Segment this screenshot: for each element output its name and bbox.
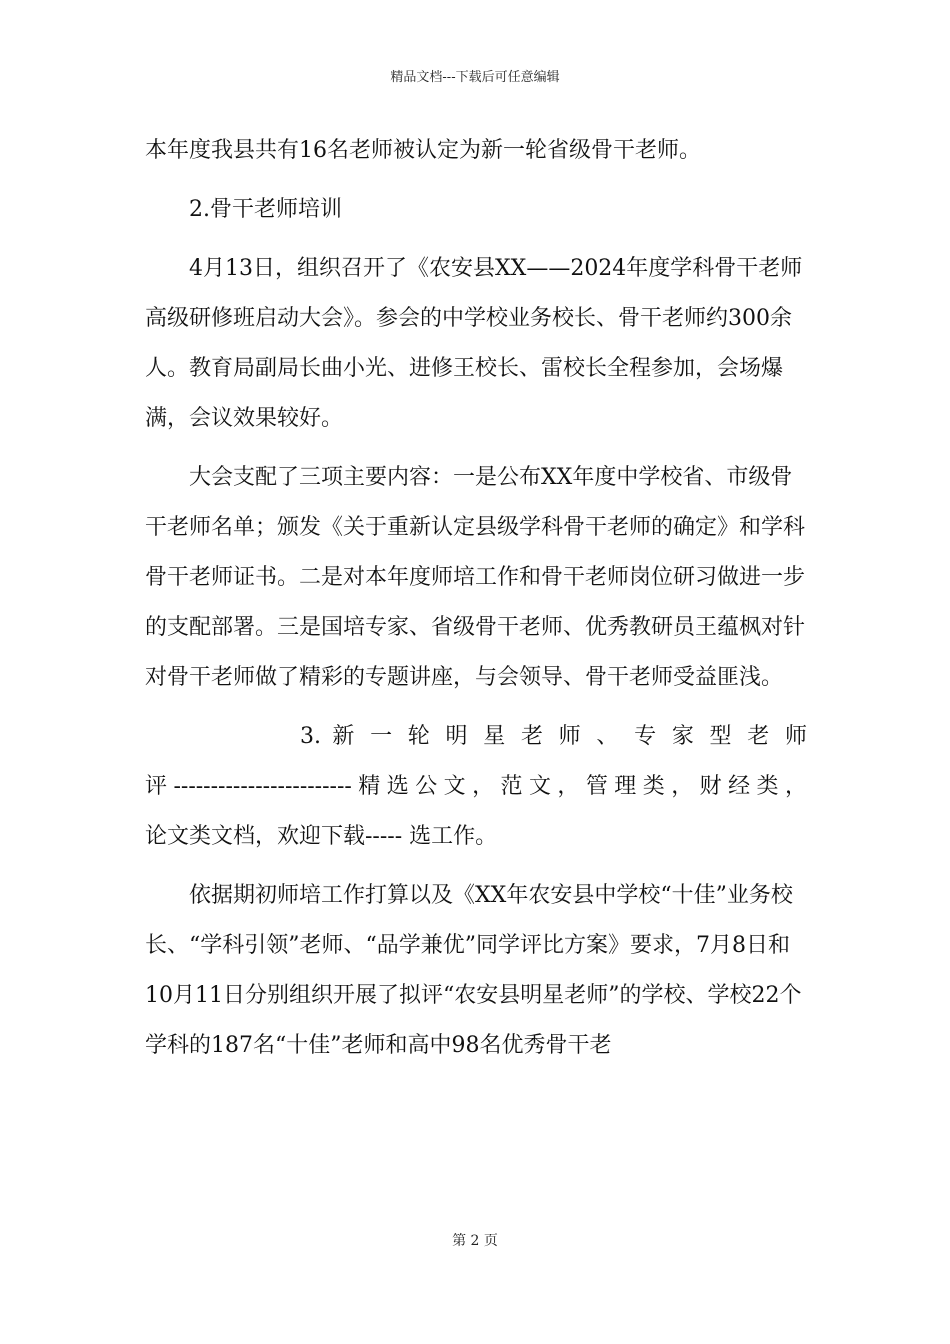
section-heading-2: 2.骨干老师培训 (189, 197, 342, 222)
document-body (145, 126, 807, 1080)
paragraph-3: 4月13日，组织召开了《农安县XX——2024年度学科骨干老师高级研修班启动大会》。参会的中学校业务校长、骨干老师约300余人。教育局副局长曲小光、进修王校长、雷校长全程参加，会场爆满，会议效果较好。 (145, 256, 803, 431)
section-heading-3: 3. 新 一 轮 明 星 老 师 、 专 家 型 老 师 (300, 724, 807, 749)
section-heading-3-continued: 评------------------------精选公文，范文，管理类，财经类， (145, 774, 807, 799)
section-heading-3-end: 论文类文档，欢迎下载----- 选工作。 (145, 824, 498, 849)
page-header: 精品文档---下载后可任意编辑 (390, 70, 560, 85)
paragraph-1: 本年度我县共有16名老师被认定为新一轮省级骨干老师。 (145, 138, 701, 163)
paragraph-6: 依据期初师培工作打算以及《XX年农安县中学校“十佳”业务校长、“学科引领”老师、“品学兼优”同学评比方案》要求，7月8日和10月11日分别组织开展了拟评“农安县明星老师”的学校、学校22个学科的187名“十佳”老师和高中98名优秀骨干老 (145, 883, 802, 1058)
paragraph-4: 大会支配了三项主要内容：一是公布XX年度中学校省、市级骨干老师名单；颁发《关于重新认定县级学科骨干老师的确定》和学科骨干老师证书。二是对本年度师培工作和骨干老师岗位研习做进一步的支配部署。三是国培专家、省级骨干老师、优秀教研员王蕴枫对针对骨干老师做了精彩的专题讲座，与会领导、骨干老师受益匪浅。 (145, 465, 806, 690)
page-number: 第 2 页 (452, 1233, 498, 1249)
